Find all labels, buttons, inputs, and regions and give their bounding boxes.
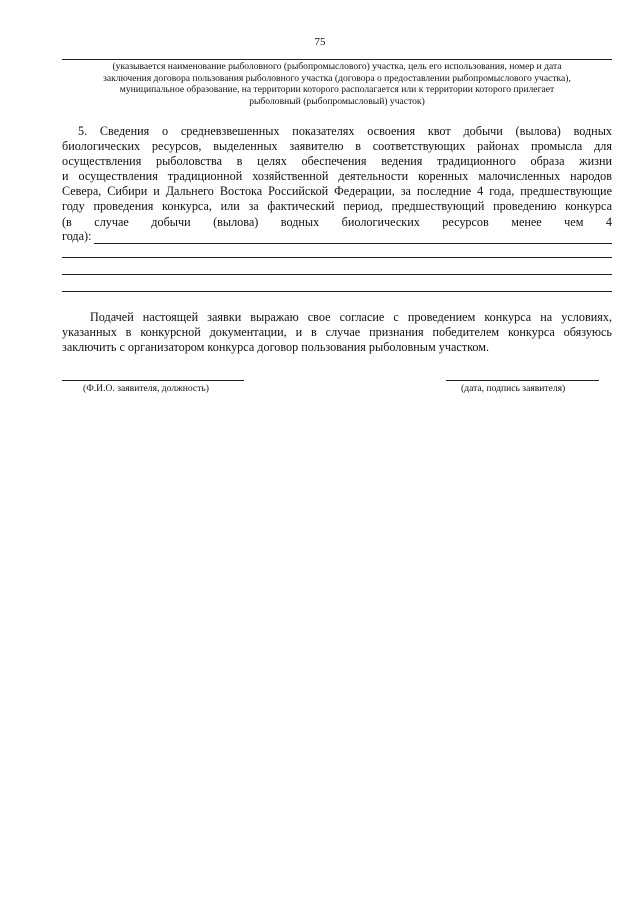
- page-number: 75: [314, 36, 326, 48]
- caption-line: заключения договора пользования рыболовного участка (договора о предоставлении рыбопромыслового участка),: [103, 72, 571, 84]
- caption-line: рыболовный (рыбопромысловый) участок): [249, 95, 425, 107]
- fishing-area-caption: [62, 61, 612, 107]
- section-5-paragraph: [62, 124, 612, 230]
- paragraph-line: указанных в конкурсной документации, и в случае признания победителем конкурса обязуюсь: [62, 325, 612, 340]
- quota-info-line[interactable]: [62, 274, 612, 275]
- paragraph-line: Севера, Сибири и Дальнего Востока Российской Федерации, за последние 4 года, предшествующие: [62, 184, 612, 199]
- years-label: года):: [62, 229, 92, 243]
- date-signature-line[interactable]: [446, 380, 599, 381]
- paragraph-line: осуществления рыболовства в целях обеспечения ведения традиционного образа жизни: [62, 154, 612, 169]
- caption-line: муниципальное образование, на территории которого располагается или к территории которого прилегает: [119, 84, 555, 95]
- caption-line: (указывается наименование рыболовного (рыбопромыслового) участка, цель его использования, номер и дата: [112, 61, 562, 72]
- date-signature-caption: (дата, подпись заявителя): [461, 383, 566, 394]
- applicant-name-caption: (Ф.И.О. заявителя, должность): [83, 383, 209, 394]
- paragraph-line: и осуществления традиционной хозяйственной деятельности коренных малочисленных народов: [62, 169, 612, 184]
- paragraph-line: заключить с организатором конкурса договор пользования рыболовным участком.: [62, 340, 490, 355]
- quota-info-fill-line[interactable]: [94, 231, 613, 244]
- quota-info-line[interactable]: [62, 291, 612, 292]
- fishing-area-input-line[interactable]: [62, 59, 612, 60]
- paragraph-line: году проведения конкурса, или за фактический период, предшествующий проведению конкурса: [62, 199, 612, 214]
- quota-info-first-line[interactable]: [62, 228, 612, 244]
- paragraph-line: Подачей настоящей заявки выражаю свое согласие с проведением конкурса на условиях,: [90, 310, 612, 324]
- applicant-name-line[interactable]: [62, 380, 244, 381]
- consent-paragraph: [62, 310, 612, 355]
- paragraph-line: 5. Сведения о средневзвешенных показателях освоения квот добычи (вылова) водных: [78, 124, 612, 138]
- quota-info-line[interactable]: [62, 257, 612, 258]
- paragraph-line: биологических ресурсов, выделенных заявителю в соответствующих районах промысла для: [62, 139, 612, 154]
- paragraph-line: (в случае добычи (вылова) водных биологических ресурсов менее чем 4: [62, 214, 612, 229]
